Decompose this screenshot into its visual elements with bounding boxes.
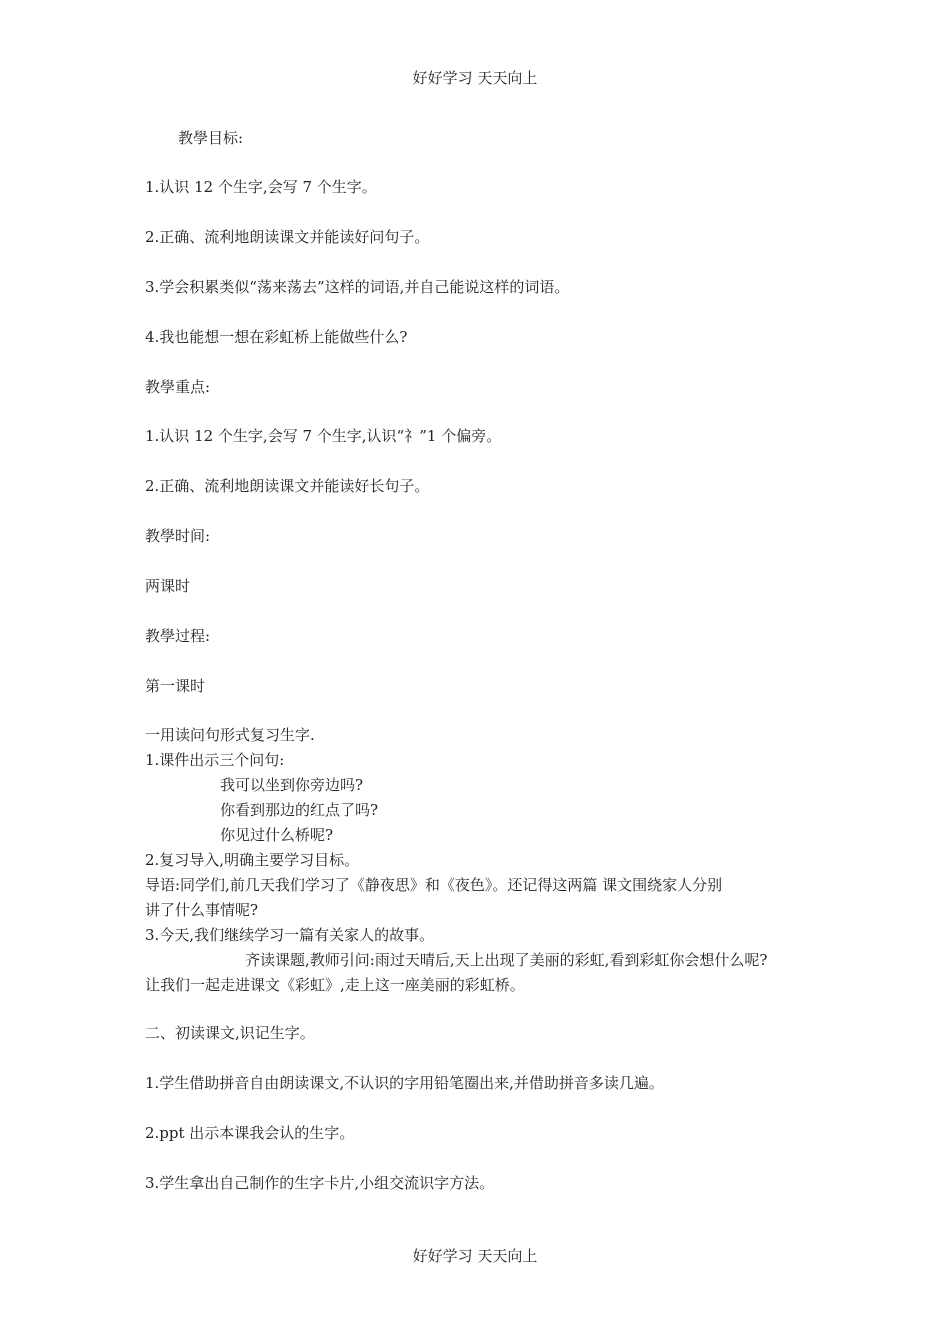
step-item: 2.复习导入,明确主要学习目标。 xyxy=(145,851,360,869)
step-item: 1.课件出示三个问句: xyxy=(145,751,285,769)
objectives-heading: 教學目标: xyxy=(178,129,244,147)
question-item: 你看到那边的红点了吗? xyxy=(220,801,379,819)
step-item: 3.今天,我们继续学习一篇有关家人的故事。 xyxy=(145,926,435,944)
step-item: 1.学生借助拼音自由朗读课文,不认识的字用铅笔圈出来,并借助拼音多读几遍。 xyxy=(145,1074,664,1092)
time-value: 两课时 xyxy=(145,577,191,595)
time-heading: 教學时间: xyxy=(145,527,211,545)
objective-item: 1.认识 12 个生字,会写 7 个生字。 xyxy=(145,178,377,196)
read-title-paragraph-line: 齐读课题,教师引问:雨过天晴后,天上出现了美丽的彩虹,看到彩虹你会想什么呢? xyxy=(245,951,768,969)
question-item: 我可以坐到你旁边吗? xyxy=(220,776,364,794)
objective-item: 3.学会积累类似“荡来荡去”这样的词语,并自己能说这样的词语。 xyxy=(145,278,570,296)
step-item: 3.学生拿出自己制作的生字卡片,小组交流识字方法。 xyxy=(145,1174,495,1192)
objective-item: 4.我也能想一想在彩虹桥上能做些什么? xyxy=(145,328,408,346)
first-lesson-heading: 第一课时 xyxy=(145,677,206,695)
step-item: 2.ppt 出示本课我会认的生字。 xyxy=(145,1124,355,1142)
guide-paragraph-line: 导语:同学们,前几天我们学习了《静夜思》和《夜色》。还记得这两篇 课文围绕家人分别 xyxy=(145,876,723,894)
key-point-item: 1.认识 12 个生字,会写 7 个生字,认识“礻”1 个偏旁。 xyxy=(145,427,502,445)
key-point-item: 2.正确、流利地朗读课文并能读好长句子。 xyxy=(145,477,430,495)
key-points-heading: 教學重点: xyxy=(145,378,211,396)
page-header: 好好学习 天天向上 xyxy=(412,69,538,87)
read-title-paragraph-line: 让我们一起走进课文《彩虹》,走上这一座美丽的彩虹桥。 xyxy=(145,976,525,994)
process-heading: 教學过程: xyxy=(145,627,211,645)
section-title: 一用读问句形式复习生字. xyxy=(145,726,315,744)
section-title: 二、初读课文,识记生字。 xyxy=(145,1024,315,1042)
question-item: 你见过什么桥呢? xyxy=(220,826,334,844)
page-footer: 好好学习 天天向上 xyxy=(412,1247,538,1265)
objective-item: 2.正确、流利地朗读课文并能读好问句子。 xyxy=(145,228,430,246)
guide-paragraph-line: 讲了什么事情呢? xyxy=(145,901,259,919)
